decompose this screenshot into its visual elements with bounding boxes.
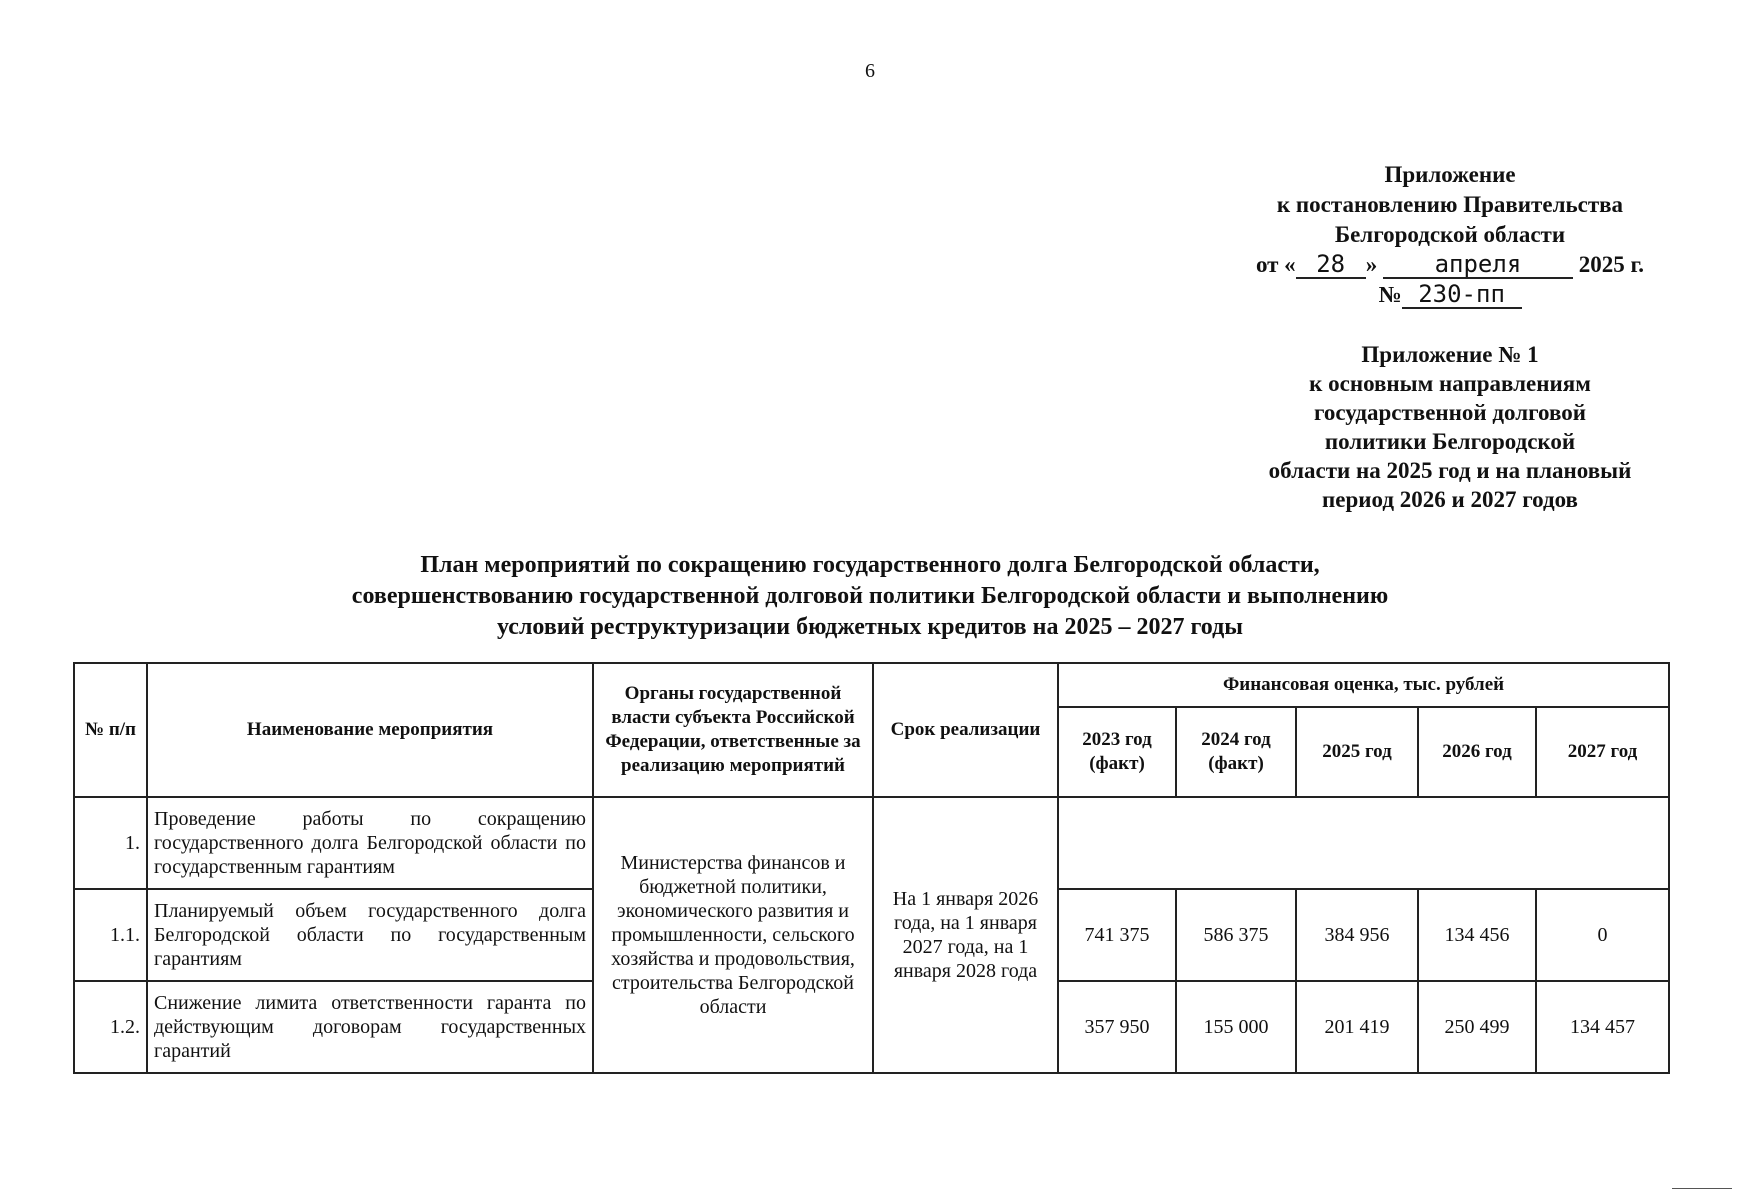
appendix-line-2: к постановлению Правительства	[1276, 192, 1624, 217]
annex-line-4: политики Белгородской	[1324, 429, 1576, 454]
row-name: Снижение лимита ответственности гаранта по действующим договорам государственных гарантий	[147, 981, 593, 1073]
page-number: 6	[865, 60, 875, 82]
header-2025: 2025 год	[1296, 707, 1418, 797]
appendix-title: Приложение	[1384, 162, 1516, 187]
number-prefix: №	[1378, 282, 1402, 307]
document-number: 230-пп	[1402, 281, 1522, 309]
header-num: № п/п	[74, 663, 147, 797]
annex-line-3: государственной долговой	[1314, 400, 1586, 425]
date-month: апреля	[1383, 251, 1573, 279]
row-finance-empty	[1058, 797, 1669, 889]
header-2024: 2024 год (факт)	[1176, 707, 1296, 797]
appendix-line-3: Белгородской области	[1334, 222, 1566, 247]
date-day: 28	[1296, 251, 1366, 279]
header-2027: 2027 год	[1536, 707, 1669, 797]
appendix-date-line	[1220, 250, 1680, 280]
title-line-2: совершенствованию государственной долговой политики Белгородской области и выполнению	[351, 583, 1389, 609]
responsible-authorities: Министерства финансов и бюджетной политики, экономического развития и промышленности, сельского хозяйства и продовольствия, строительства Белгородской области	[593, 797, 873, 1073]
implementation-term: На 1 января 2026 года, на 1 января 2027 года, на 1 января 2028 года	[873, 797, 1058, 1073]
appendix-number-line	[1220, 280, 1680, 310]
annex-line-6: период 2026 и 2027 годов	[1322, 487, 1578, 512]
value-2025: 384 956	[1296, 889, 1418, 981]
annex-line-2: к основным направлениям	[1309, 371, 1591, 396]
title-line-3: условий реструктуризации бюджетных кредитов на 2025 – 2027 годы	[497, 614, 1243, 640]
document-title	[140, 550, 1600, 643]
value-2025: 201 419	[1296, 981, 1418, 1073]
annex-line-5: области на 2025 год и на плановый	[1268, 458, 1632, 483]
date-year: 2025 г.	[1578, 252, 1645, 277]
header-2023: 2023 год (факт)	[1058, 707, 1176, 797]
value-2026: 134 456	[1418, 889, 1536, 981]
value-2023: 357 950	[1058, 981, 1176, 1073]
header-authorities: Органы государственной власти субъекта Российской Федерации, ответственные за реализацию мероприятий	[593, 663, 873, 797]
value-2023: 741 375	[1058, 889, 1176, 981]
annex-header	[1210, 340, 1690, 514]
table-row	[74, 797, 1669, 889]
value-2024: 586 375	[1176, 889, 1296, 981]
row-name: Проведение работы по сокращению государственного долга Белгородской области по государственным гарантиям	[147, 797, 593, 889]
date-mid: »	[1365, 252, 1378, 277]
value-2024: 155 000	[1176, 981, 1296, 1073]
title-line-1: План мероприятий по сокращению государственного долга Белгородской области,	[420, 552, 1320, 578]
value-2027: 134 457	[1536, 981, 1669, 1073]
appendix-header	[1220, 160, 1680, 310]
plan-table	[73, 662, 1670, 1074]
header-name: Наименование мероприятия	[147, 663, 593, 797]
value-2027: 0	[1536, 889, 1669, 981]
row-name: Планируемый объем государственного долга Белгородской области по государственным гарантиям	[147, 889, 593, 981]
annex-title: Приложение № 1	[1361, 342, 1539, 367]
row-num: 1.	[74, 797, 147, 889]
header-2026: 2026 год	[1418, 707, 1536, 797]
date-prefix: от «	[1255, 252, 1296, 277]
header-finance: Финансовая оценка, тыс. рублей	[1058, 663, 1669, 707]
row-num: 1.2.	[74, 981, 147, 1073]
scan-edge-mark	[1672, 1188, 1732, 1189]
header-term: Срок реализации	[873, 663, 1058, 797]
value-2026: 250 499	[1418, 981, 1536, 1073]
row-num: 1.1.	[74, 889, 147, 981]
